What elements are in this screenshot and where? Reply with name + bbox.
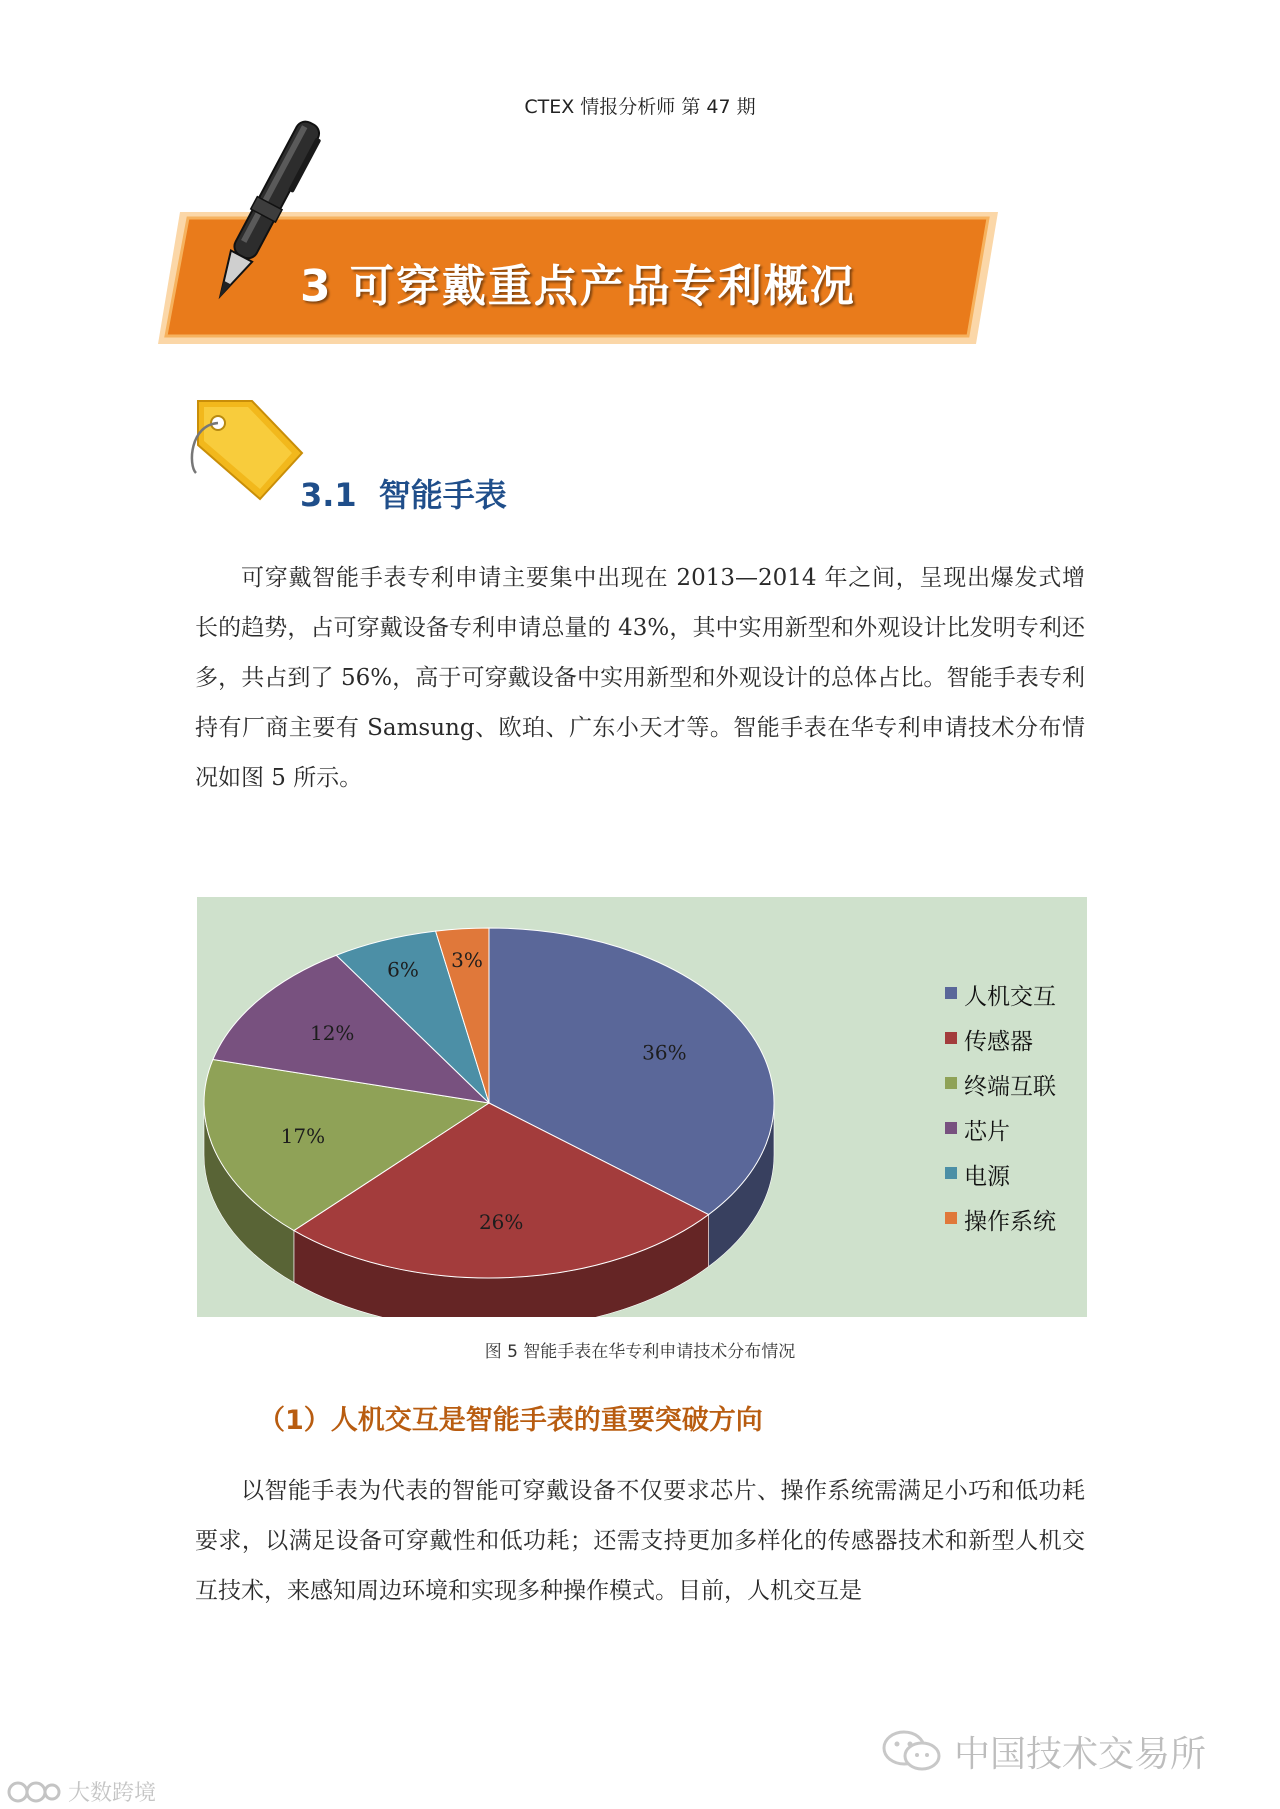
legend-swatch-0 (945, 987, 957, 999)
pie-label-4: 6% (387, 957, 419, 982)
body-paragraph-2: 以智能手表为代表的智能可穿戴设备不仅要求芯片、操作系统需满足小巧和低功耗要求，以满足设备可穿戴性和低功耗；还需支持更加多样化的传感器技术和新型人机交互技术，来感知周边环境和实现多种操作模式。目前，人机交互是 (195, 1478, 1085, 1604)
section-number: 3.1 (300, 476, 357, 514)
pie-label-5: 3% (451, 948, 483, 973)
legend-swatch-4 (945, 1167, 957, 1179)
section-name: 智能手表 (378, 476, 507, 514)
section-title (300, 470, 507, 516)
wechat-icon (880, 1728, 944, 1774)
legend-label-1: 传感器 (964, 1029, 1033, 1055)
legend-swatch-5 (945, 1212, 957, 1224)
watermark-right-text: 中国技术交易所 (954, 1733, 1207, 1775)
pie-label-2: 17% (280, 1124, 326, 1149)
watermark-left-text: 大数跨境 (68, 1781, 157, 1806)
legend-swatch-3 (945, 1122, 957, 1134)
pie-label-0: 36% (642, 1040, 687, 1065)
body-paragraph-1: 可穿戴智能手表专利申请主要集中出现在 2013—2014 年之间，呈现出爆发式增长的趋势，占可穿戴设备专利申请总量的 43%，其中实用新型和外观设计比发明专利还多，共占到了 56%，高于可穿戴设备中实用新型和外观设计的总体占比。智能手表专利持有厂商主要有 Samsung、欧珀、广东小天才等。智能手表在华专利申请技术分布情况如图 5 所示。 (195, 565, 1085, 791)
watermark-right (880, 1727, 1206, 1775)
figure-caption: 图 5 智能手表在华专利申请技术分布情况 (484, 1342, 796, 1362)
tag-icon (190, 395, 310, 505)
legend-label-0: 人机交互 (964, 984, 1056, 1010)
legend-swatch-2 (945, 1077, 957, 1089)
pie-chart (197, 897, 1087, 1317)
legend-label-4: 电源 (964, 1164, 1010, 1190)
legend-label-5: 操作系统 (964, 1209, 1056, 1235)
legend-label-2: 终端互联 (964, 1074, 1056, 1100)
chart-legend (945, 984, 1056, 1235)
legend-label-3: 芯片 (964, 1119, 1010, 1145)
legend-swatch-1 (945, 1032, 957, 1044)
watermark-left (6, 1776, 156, 1807)
pie-label-1: 26% (478, 1209, 524, 1234)
banner-title: 3 可穿戴重点产品专利概况 (300, 261, 856, 312)
page-header: CTEX 情报分析师 第 47 期 (524, 96, 756, 118)
subheading: （1）人机交互是智能手表的重要突破方向 (258, 1405, 763, 1436)
pie-chart-svg (197, 897, 1087, 1317)
pie-label-3: 12% (309, 1021, 355, 1046)
logo-icon (6, 1778, 62, 1806)
